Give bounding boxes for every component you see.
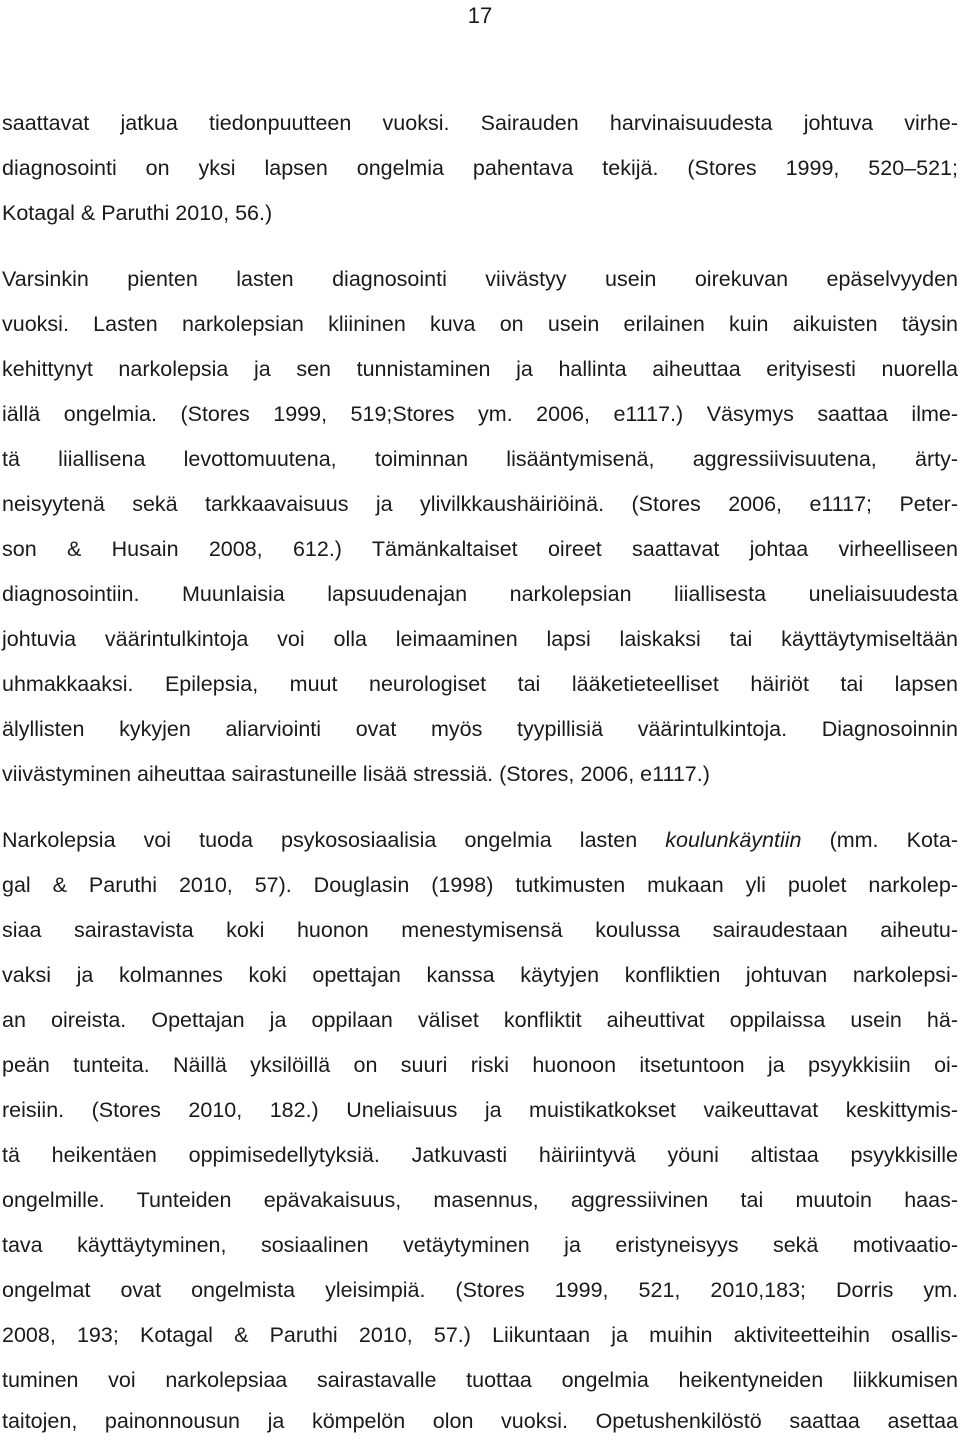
text-line: vuoksi. Lasten narkolepsian kliininen kuva on usein erilainen kuin aikuisten täysin [2,312,958,336]
text-line: an oireista. Opettajan ja oppilaan väliset konfliktit aiheuttivat oppilaissa usein hä- [2,1008,958,1032]
text-line: son & Husain 2008, 612.) Tämänkaltaiset oireet saattavat johtaa virheelliseen [2,537,958,561]
text-line: kehittynyt narkolepsia ja sen tunnistaminen ja hallinta aiheuttaa erityisesti nuorella [2,357,958,381]
text-line: iällä ongelmia. (Stores 1999, 519;Stores ym. 2006, e1117.) Väsymys saattaa ilme- [2,402,958,426]
text-line: diagnosointi on yksi lapsen ongelmia pahentava tekijä. (Stores 1999, 520–521; [2,156,958,180]
text-line: tä liiallisena levottomuutena, toiminnan lisääntymisenä, aggressiivisuutena, ärty- [2,447,958,471]
text-line: saattavat jatkua tiedonpuutteen vuoksi. Sairauden harvinaisuudesta johtuva virhe- [2,111,958,135]
text-line: tä heikentäen oppimisedellytyksiä. Jatkuvasti häiriintyvä yöuni altistaa psyykkisille [2,1143,958,1167]
text-line: Varsinkin pienten lasten diagnosointi viivästyy usein oirekuvan epäselvyyden [2,267,958,291]
text-line-with-emphasis [2,825,958,855]
text-line: diagnosointiin. Muunlaisia lapsuudenajan narkolepsian liiallisesta uneliaisuudesta [2,582,958,606]
text-line: reisiin. (Stores 2010, 182.) Uneliaisuus ja muistikatkokset vaikeuttavat keskittymis- [2,1098,958,1122]
text-line: 2008, 193; Kotagal & Paruthi 2010, 57.) Liikuntaan ja muihin aktiviteetteihin osallis- [2,1323,958,1347]
text-line: ongelmille. Tunteiden epävakaisuus, masennus, aggressiivinen tai muutoin haas- [2,1188,958,1212]
text-line: älyllisten kykyjen aliarviointi ovat myös tyypillisiä väärintulkintoja. Diagnosoinnin [2,717,958,741]
text-line: gal & Paruthi 2010, 57). Douglasin (1998) tutkimusten mukaan yli puolet narkolep- [2,873,958,897]
text-line: siaa sairastavista koki huonon menestymisensä koulussa sairaudestaan aiheutu- [2,918,958,942]
emphasized-term: koulunkäyntiin [665,828,802,852]
text-line: taitojen, painonnousun ja kömpelön olon vuoksi. Opetushenkilöstö saattaa asettaa [2,1409,958,1433]
text-segment: (mm. Kota- [801,828,958,852]
text-line: johtuvia väärintulkintoja voi olla leimaaminen lapsi laiskaksi tai käyttäytymiseltään [2,627,958,651]
text-line: ongelmat ovat ongelmista yleisimpiä. (Stores 1999, 521, 2010,183; Dorris ym. [2,1278,958,1302]
text-line: peän tunteita. Näillä yksilöillä on suuri riski huonoon itsetuntoon ja psyykkisiin oi- [2,1053,958,1077]
text-line: viivästyminen aiheuttaa sairastuneille lisää stressiä. (Stores, 2006, e1117.) [2,762,710,786]
text-line: tuminen voi narkolepsiaa sairastavalle tuottaa ongelmia heikentyneiden liikkumisen [2,1368,958,1392]
page-number: 17 [467,3,493,28]
text-line: neisyytenä sekä tarkkaavaisuus ja ylivilkkaushäiriöinä. (Stores 2006, e1117; Peter- [2,492,958,516]
text-line: vaksi ja kolmannes koki opettajan kanssa käytyjen konfliktien johtuvan narkolepsi- [2,963,958,987]
text-line: uhmakkaaksi. Epilepsia, muut neurologiset tai lääketieteelliset häiriöt tai lapsen [2,672,958,696]
text-line: Kotagal & Paruthi 2010, 56.) [2,201,273,225]
text-segment: Narkolepsia voi tuoda psykososiaalisia ongelmia lasten [2,828,666,852]
text-line: tava käyttäytyminen, sosiaalinen vetäytyminen ja eristyneisyys sekä motivaatio- [2,1233,958,1257]
